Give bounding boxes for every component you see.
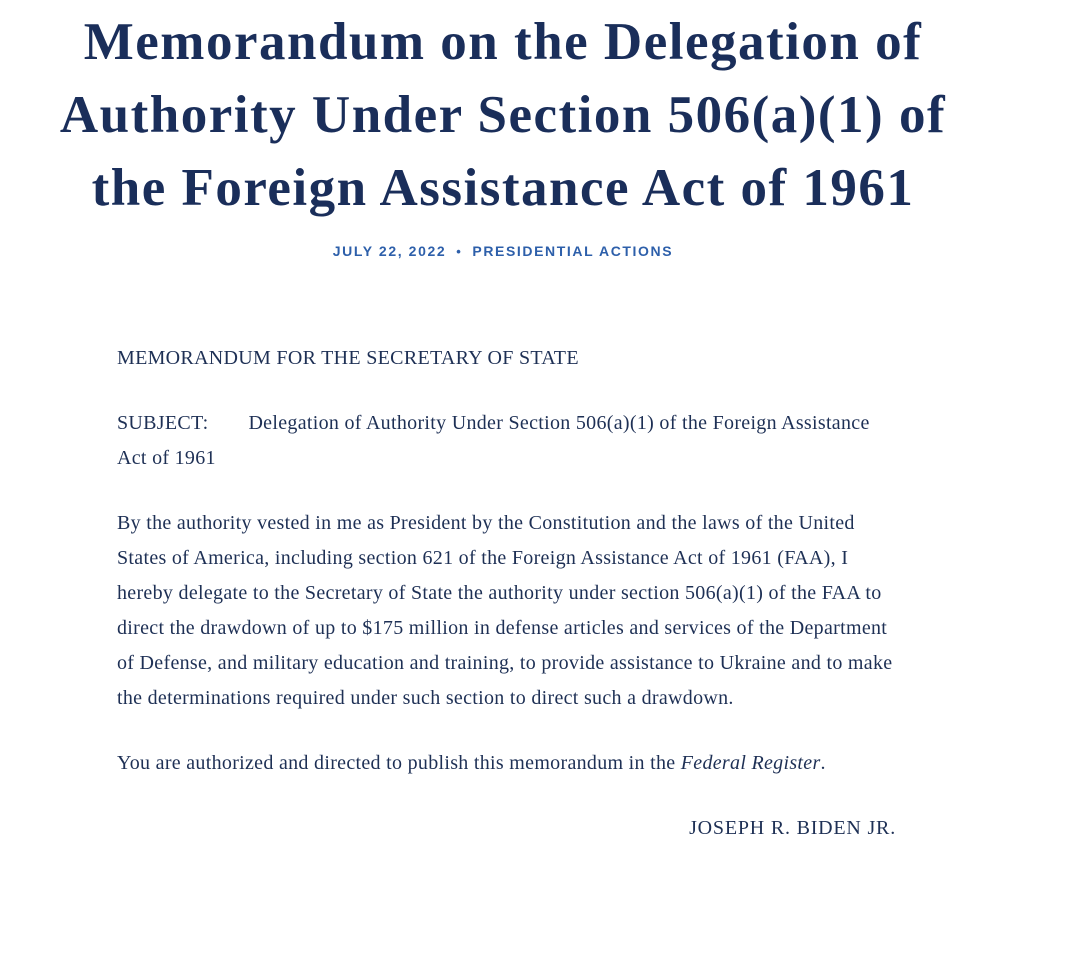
title-line: the Foreign Assistance Act of 1961 [91, 159, 915, 217]
memo-body [117, 341, 896, 846]
meta-date: JULY 22, 2022 [332, 243, 447, 259]
federal-register-italic: Federal Register [680, 752, 821, 774]
publish-text-suffix: . [820, 752, 826, 774]
signature-line: JOSEPH R. BIDEN JR. [689, 817, 896, 839]
meta-row [0, 243, 1006, 259]
subject-label: SUBJECT: [117, 412, 209, 434]
title-line: Authority Under Section 506(a)(1) of [59, 86, 947, 144]
publish-text-prefix: You are authorized and directed to publish this memorandum in the [117, 752, 681, 774]
publish-paragraph [117, 746, 896, 781]
delegation-paragraph: By the authority vested in me as President by the Constitution and the laws of the United States of America, including section 621 of the Foreign Assistance Act of 1961 (FAA), I hereby delegate to the Secretary of State the authority under section 506(a)(1) of the FAA to direct the drawdown of up to $175 million in defense articles and services of the Department of Defense, and military education and training, to provide assistance to Ukraine and to make the determinations required under such section to direct such a drawdown. [117, 512, 893, 709]
bullet-separator-icon: • [456, 243, 463, 259]
content-container [0, 6, 1006, 846]
meta-category-link[interactable]: PRESIDENTIAL ACTIONS [472, 243, 674, 259]
subject-line [117, 406, 896, 476]
subject-text: Delegation of Authority Under Section 506(a)(1) of the Foreign Assistance Act of 1961 [117, 412, 870, 469]
title-line: Memorandum on the Delegation of [83, 13, 923, 71]
memo-for-line: MEMORANDUM FOR THE SECRETARY OF STATE [117, 347, 579, 369]
page-title [0, 6, 1006, 225]
